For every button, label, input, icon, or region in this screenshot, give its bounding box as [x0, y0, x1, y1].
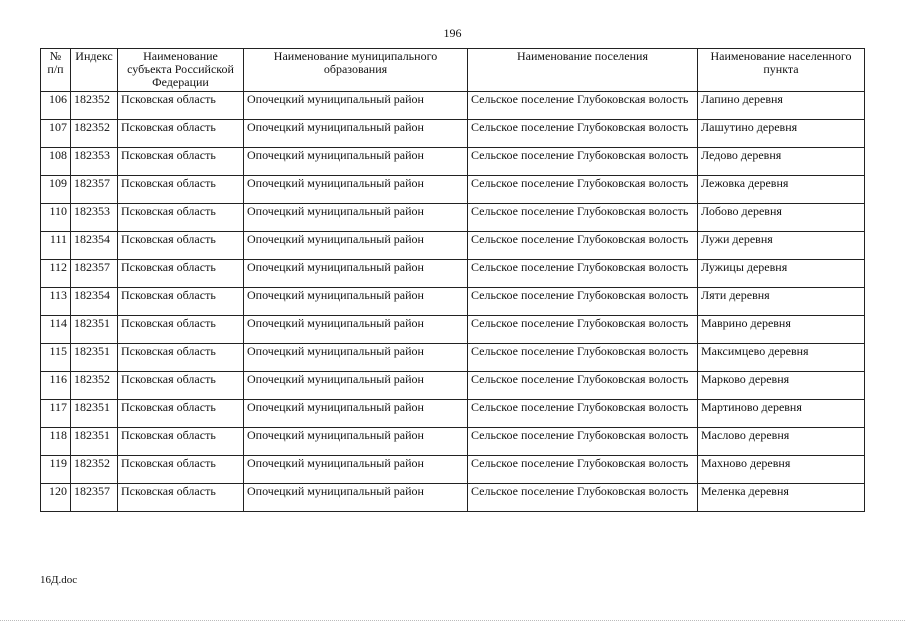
cell-locality: Лужи деревня — [698, 232, 865, 260]
table-row — [41, 260, 865, 288]
table-row — [41, 288, 865, 316]
cell-municipality: Опочецкий муниципальный район — [244, 148, 468, 176]
cell-settlement: Сельское поселение Глубоковская волость — [468, 120, 698, 148]
cell-num: 118 — [41, 428, 71, 456]
table-row — [41, 372, 865, 400]
cell-num: 119 — [41, 456, 71, 484]
cell-subject: Псковская область — [118, 344, 244, 372]
cell-settlement: Сельское поселение Глубоковская волость — [468, 176, 698, 204]
cell-settlement: Сельское поселение Глубоковская волость — [468, 288, 698, 316]
cell-locality: Лужицы деревня — [698, 260, 865, 288]
cell-locality: Маврино деревня — [698, 316, 865, 344]
cell-subject: Псковская область — [118, 176, 244, 204]
cell-settlement: Сельское поселение Глубоковская волость — [468, 148, 698, 176]
cell-municipality: Опочецкий муниципальный район — [244, 484, 468, 512]
cell-num: 120 — [41, 484, 71, 512]
cell-municipality: Опочецкий муниципальный район — [244, 204, 468, 232]
cell-num: 108 — [41, 148, 71, 176]
header-index: Индекс — [71, 49, 118, 92]
cell-num: 106 — [41, 92, 71, 120]
cell-index: 182353 — [71, 148, 118, 176]
cell-locality: Мартиново деревня — [698, 400, 865, 428]
cell-settlement: Сельское поселение Глубоковская волость — [468, 92, 698, 120]
table-row — [41, 148, 865, 176]
table-row — [41, 232, 865, 260]
cell-locality: Лашутино деревня — [698, 120, 865, 148]
cell-locality: Лежовка деревня — [698, 176, 865, 204]
settlements-table — [40, 48, 865, 512]
cell-locality: Махново деревня — [698, 456, 865, 484]
table-row — [41, 204, 865, 232]
cell-settlement: Сельское поселение Глубоковская волость — [468, 428, 698, 456]
cell-settlement: Сельское поселение Глубоковская волость — [468, 484, 698, 512]
cell-subject: Псковская область — [118, 484, 244, 512]
cell-municipality: Опочецкий муниципальный район — [244, 92, 468, 120]
footer-filename: 16Д.doc — [40, 574, 78, 586]
cell-settlement: Сельское поселение Глубоковская волость — [468, 316, 698, 344]
table-row — [41, 456, 865, 484]
cell-index: 182352 — [71, 456, 118, 484]
cell-municipality: Опочецкий муниципальный район — [244, 288, 468, 316]
cell-index: 182354 — [71, 288, 118, 316]
cell-municipality: Опочецкий муниципальный район — [244, 176, 468, 204]
cell-subject: Псковская область — [118, 372, 244, 400]
cell-locality: Лобово деревня — [698, 204, 865, 232]
page-number: 196 — [443, 26, 462, 40]
cell-subject: Псковская область — [118, 232, 244, 260]
header-locality: Наименование населенного пункта — [698, 49, 865, 92]
table-row — [41, 400, 865, 428]
cell-num: 114 — [41, 316, 71, 344]
table-body — [41, 92, 865, 512]
header-subject: Наименование субъекта Российской Федерации — [118, 49, 244, 92]
table-row — [41, 120, 865, 148]
cell-settlement: Сельское поселение Глубоковская волость — [468, 400, 698, 428]
cell-municipality: Опочецкий муниципальный район — [244, 316, 468, 344]
table-row — [41, 92, 865, 120]
cell-subject: Псковская область — [118, 400, 244, 428]
cell-subject: Псковская область — [118, 260, 244, 288]
table-row — [41, 484, 865, 512]
cell-subject: Псковская область — [118, 316, 244, 344]
cell-subject: Псковская область — [118, 456, 244, 484]
cell-num: 116 — [41, 372, 71, 400]
cell-locality: Ляти деревня — [698, 288, 865, 316]
cell-municipality: Опочецкий муниципальный район — [244, 260, 468, 288]
cell-municipality: Опочецкий муниципальный район — [244, 232, 468, 260]
cell-subject: Псковская область — [118, 204, 244, 232]
cell-municipality: Опочецкий муниципальный район — [244, 344, 468, 372]
cell-subject: Псковская область — [118, 92, 244, 120]
cell-locality: Максимцево деревня — [698, 344, 865, 372]
cell-settlement: Сельское поселение Глубоковская волость — [468, 204, 698, 232]
cell-subject: Псковская область — [118, 428, 244, 456]
cell-index: 182357 — [71, 260, 118, 288]
cell-settlement: Сельское поселение Глубоковская волость — [468, 456, 698, 484]
cell-settlement: Сельское поселение Глубоковская волость — [468, 260, 698, 288]
cell-settlement: Сельское поселение Глубоковская волость — [468, 344, 698, 372]
scan-edge-divider — [0, 620, 905, 621]
cell-municipality: Опочецкий муниципальный район — [244, 456, 468, 484]
cell-num: 112 — [41, 260, 71, 288]
header-num: № п/п — [41, 49, 71, 92]
cell-locality: Лапино деревня — [698, 92, 865, 120]
table-row — [41, 176, 865, 204]
cell-index: 182352 — [71, 92, 118, 120]
cell-index: 182353 — [71, 204, 118, 232]
cell-settlement: Сельское поселение Глубоковская волость — [468, 232, 698, 260]
cell-settlement: Сельское поселение Глубоковская волость — [468, 372, 698, 400]
cell-index: 182352 — [71, 372, 118, 400]
cell-subject: Псковская область — [118, 120, 244, 148]
cell-num: 110 — [41, 204, 71, 232]
cell-subject: Псковская область — [118, 288, 244, 316]
cell-locality: Ледово деревня — [698, 148, 865, 176]
cell-index: 182352 — [71, 120, 118, 148]
cell-num: 109 — [41, 176, 71, 204]
cell-locality: Маслово деревня — [698, 428, 865, 456]
cell-municipality: Опочецкий муниципальный район — [244, 372, 468, 400]
cell-num: 115 — [41, 344, 71, 372]
cell-num: 111 — [41, 232, 71, 260]
cell-locality: Марково деревня — [698, 372, 865, 400]
cell-num: 113 — [41, 288, 71, 316]
cell-index: 182357 — [71, 176, 118, 204]
cell-index: 182351 — [71, 428, 118, 456]
table-row — [41, 428, 865, 456]
cell-locality: Меленка деревня — [698, 484, 865, 512]
table-row — [41, 344, 865, 372]
cell-index: 182357 — [71, 484, 118, 512]
cell-index: 182354 — [71, 232, 118, 260]
header-municipality: Наименование муниципального образования — [244, 49, 468, 92]
cell-subject: Псковская область — [118, 148, 244, 176]
cell-num: 117 — [41, 400, 71, 428]
cell-index: 182351 — [71, 316, 118, 344]
header-settlement: Наименование поселения — [468, 49, 698, 92]
cell-index: 182351 — [71, 344, 118, 372]
cell-num: 107 — [41, 120, 71, 148]
cell-municipality: Опочецкий муниципальный район — [244, 400, 468, 428]
table-header-row — [41, 49, 865, 92]
cell-index: 182351 — [71, 400, 118, 428]
table-row — [41, 316, 865, 344]
cell-municipality: Опочецкий муниципальный район — [244, 428, 468, 456]
cell-municipality: Опочецкий муниципальный район — [244, 120, 468, 148]
